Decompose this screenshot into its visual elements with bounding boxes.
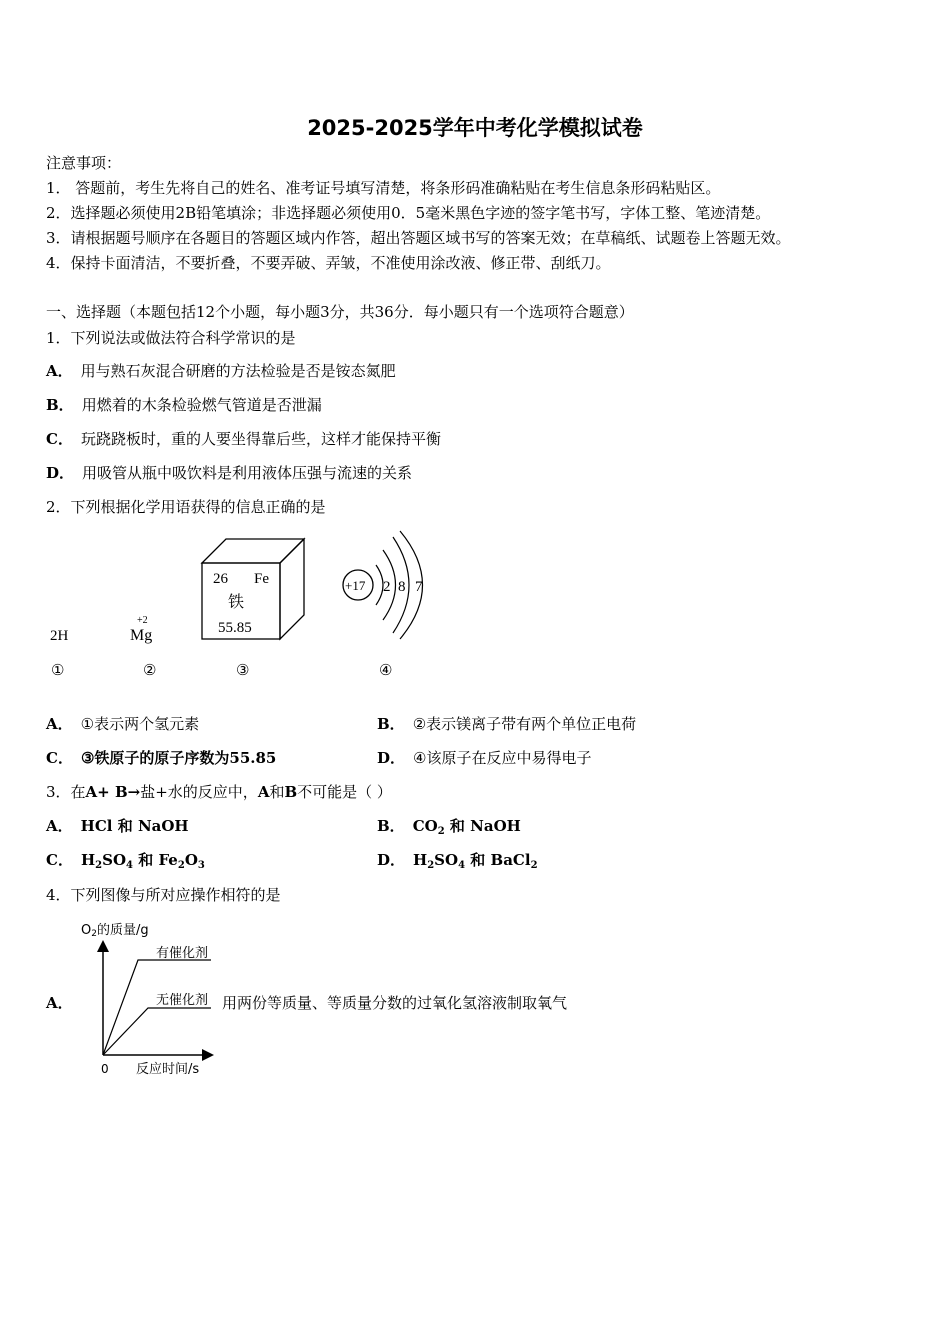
atomic-mass: 55.85 [218,620,252,636]
fig-label-3: ③ [236,663,250,679]
option-label: D． [46,464,75,482]
notice-item-1: 1． 答题前，考生先将自己的姓名、准考证号填写清楚，将条形码准确粘贴在考生信息条形码粘贴区。 [46,179,721,197]
conjunction: 和 [449,817,465,835]
question-2-stem: 2．下列根据化学用语获得的信息正确的是 [46,498,326,516]
option-label: C． [46,430,73,448]
subscript: 2 [95,860,103,871]
option-text: 用燃着的木条检验燃气管道是否泄漏 [81,396,322,414]
fig1-formula: 2H [50,628,69,644]
formula: CO [412,817,438,835]
stem-part: 3．在 [46,783,86,801]
notice-item-3: 3．请根据题号顺序在各题目的答题区域内作答，超出答题区域书写的答案无效；在草稿纸、试题卷上答题无效。 [46,229,791,247]
option-text: ④该原子在反应中易得电子 [413,749,592,767]
conjunction: 和 [470,851,486,869]
atomic-number: 26 [213,571,228,587]
q1-option-b [46,394,322,415]
formula: H [80,851,96,869]
subscript: 4 [126,860,133,871]
option-text: ②表示镁离子带有两个单位正电荷 [412,715,637,733]
option-label: D． [377,851,406,869]
stem-part: A+ B→ [85,783,141,801]
formula: Fe [158,851,178,869]
q1-option-c [46,428,441,449]
origin-label: 0 [101,1062,109,1076]
x-axis-label: 反应时间/s [136,1062,200,1077]
curve-label-without-catalyst: 无催化剂 [156,993,209,1008]
notice-heading: 注意事项： [46,154,122,172]
element-name: 铁 [228,594,245,611]
q1-option-d [46,462,412,483]
fig2-charge: +2 [137,615,148,626]
option-label: A． [46,994,73,1012]
curve-label-with-catalyst: 有催化剂 [156,946,209,961]
stem-part: A [257,783,270,801]
formula: O [184,851,198,869]
option-label: A． [46,362,73,380]
stem-part: B [284,783,298,801]
fig-label-2: ② [143,663,157,679]
q1-option-a [46,360,396,381]
option-text: ①表示两个氢元素 [80,715,200,733]
formula: SO [434,851,459,869]
subscript: 4 [458,860,466,871]
fig2-symbol: Mg [130,627,153,644]
option-text: ③铁原子的原子序数为55.85 [80,749,277,767]
notice-item-4: 4．保持卡面清洁，不要折叠，不要弄破、弄皱，不准使用涂改液、修正带、刮纸刀。 [46,254,611,272]
q4-option-a-text: 用两份等质量、等质量分数的过氧化氢溶液制取氧气 [222,994,568,1012]
y-axis-label: O2的质量/g [81,923,149,939]
option-label: D． [377,749,406,767]
question-3-stem [46,781,392,802]
stem-part: 不可能是（ ） [297,783,392,801]
q2-option-a [46,713,199,734]
formula: H [413,851,428,869]
section-heading: 一、选择题（本题包括12个小题，每小题3分，共36分．每小题只有一个选项符合题意） [46,303,634,321]
q2-figure [40,525,460,685]
shell-1-electrons: 2 [383,579,391,595]
q3-option-c [46,849,205,870]
notice-item-2: 2．选择题必须使用2B铅笔填涂；非选择题必须使用0．5毫米黑色字迹的签字笔书写，字体工整、笔迹清楚。 [46,204,771,222]
option-label: B． [46,396,74,414]
subscript: 2 [437,826,445,837]
shell-2-electrons: 8 [398,579,406,595]
q3-option-a [46,815,189,836]
stem-part: 和 [269,783,285,801]
option-label: A． [46,715,73,733]
option-text: 用吸管从瓶中吸饮料是利用液体压强与流速的关系 [82,464,413,482]
conjunction: 和 [117,817,133,835]
q3-option-b [377,815,521,836]
q2-option-c [46,747,276,768]
nucleus-charge: +17 [345,578,366,593]
formula: HCl [80,817,113,835]
fig-label-4: ④ [379,663,393,679]
subscript: 2 [530,860,538,871]
option-label: B． [377,715,405,733]
atom-structure-diagram [343,531,423,639]
element-cell [202,539,304,639]
conjunction: 和 [138,851,154,869]
q2-option-d [377,747,591,768]
formula: NaOH [137,817,189,835]
formula: NaOH [470,817,521,835]
q2-option-b [377,713,636,734]
stem-part: 盐+水的反应中， [140,783,258,801]
subscript: 2 [427,860,435,871]
option-text: 用与熟石灰混合研磨的方法检验是否是铵态氮肥 [80,362,396,380]
fig-label-1: ① [51,663,65,679]
question-1-stem: 1．下列说法或做法符合科学常识的是 [46,329,296,347]
option-label: A． [46,817,73,835]
option-label: C． [46,749,73,767]
curve-without-catalyst [103,1008,211,1055]
q4-graph [76,915,226,1080]
formula: SO [102,851,127,869]
option-text: 玩跷跷板时，重的人要坐得靠后些，这样才能保持平衡 [80,430,441,448]
shell-3-electrons: 7 [415,579,423,595]
question-4-stem: 4．下列图像与所对应操作相符的是 [46,886,281,904]
subscript: 3 [197,860,205,871]
page-title: 2025-2025学年中考化学模拟试卷 [307,116,643,140]
option-label: C． [46,851,73,869]
option-label: B． [377,817,405,835]
element-symbol: Fe [254,571,269,587]
q3-option-d [377,849,538,870]
subscript: 2 [177,860,185,871]
formula: BaCl [490,851,531,869]
